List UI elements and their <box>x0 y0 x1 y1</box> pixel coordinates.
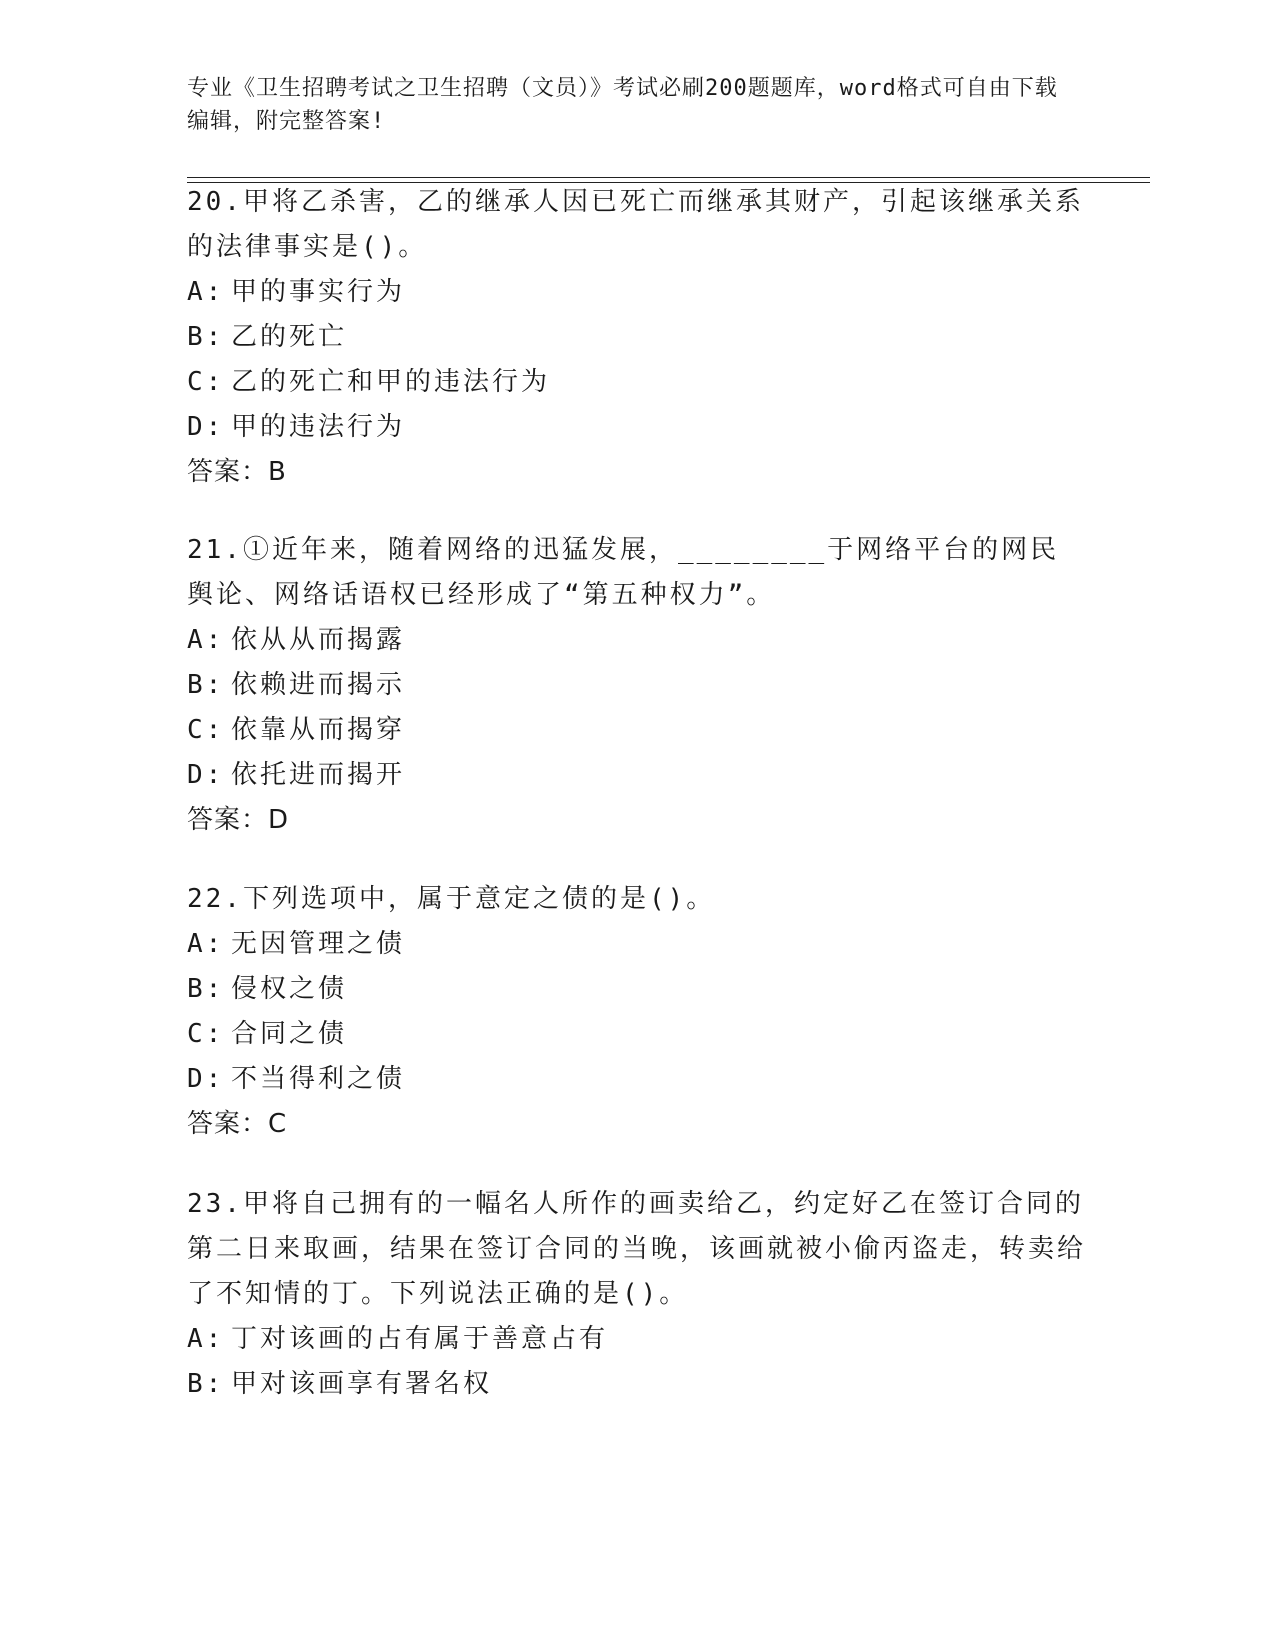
option-key: B: <box>187 670 225 700</box>
option-d <box>187 1057 1087 1102</box>
option-c <box>187 1012 1087 1057</box>
question-20 <box>187 180 1087 495</box>
option-a <box>187 922 1087 967</box>
option-text: 合同之债 <box>231 1019 348 1049</box>
option-text: 依托进而揭开 <box>231 760 406 790</box>
question-stem: 21.①近年来，随着网络的迅猛发展，________于网络平台的网民舆论、网络话语权已经形成了“第五种权力”。 <box>187 535 1060 610</box>
option-text: 乙的死亡和甲的违法行为 <box>231 367 551 397</box>
option-text: 无因管理之债 <box>231 929 406 959</box>
option-key: D: <box>187 412 225 442</box>
option-d <box>187 753 1087 798</box>
option-text: 丁对该画的占有属于善意占有 <box>231 1324 609 1354</box>
option-b <box>187 315 1087 360</box>
option-key: B: <box>187 322 225 352</box>
answer-label: 答案：D <box>187 805 290 835</box>
question-stem: 20.甲将乙杀害，乙的继承人因已死亡而继承其财产，引起该继承关系的法律事实是()。 <box>187 187 1084 262</box>
option-key: C: <box>187 367 225 397</box>
document-header: 专业《卫生招聘考试之卫生招聘（文员）》考试必刷200题题库，word格式可自由下载编辑，附完整答案! <box>187 76 1058 134</box>
answer-label: 答案：C <box>187 1109 288 1139</box>
option-d <box>187 405 1087 450</box>
option-key: D: <box>187 760 225 790</box>
option-b <box>187 1362 1087 1407</box>
option-text: 侵权之债 <box>231 974 348 1004</box>
answer-label: 答案：B <box>187 457 287 487</box>
option-key: C: <box>187 1019 225 1049</box>
option-c <box>187 360 1087 405</box>
option-key: B: <box>187 974 225 1004</box>
option-text: 甲对该画享有署名权 <box>231 1369 493 1399</box>
option-b <box>187 967 1087 1012</box>
question-stem: 23.甲将自己拥有的一幅名人所作的画卖给乙，约定好乙在签订合同的第二日来取画，结果在签订合同的当晚，该画就被小偷丙盗走，转卖给了不知情的丁。下列说法正确的是()。 <box>187 1189 1087 1309</box>
option-a <box>187 618 1087 663</box>
option-text: 不当得利之债 <box>231 1064 406 1094</box>
header-divider-top <box>187 177 1150 178</box>
question-22 <box>187 877 1087 1147</box>
question-21 <box>187 528 1087 843</box>
option-c <box>187 708 1087 753</box>
option-key: D: <box>187 1064 225 1094</box>
option-a <box>187 1317 1087 1362</box>
option-text: 甲的违法行为 <box>231 412 406 442</box>
option-text: 依赖进而揭示 <box>231 670 406 700</box>
option-a <box>187 270 1087 315</box>
option-text: 甲的事实行为 <box>231 277 406 307</box>
option-key: A: <box>187 277 225 307</box>
option-text: 依从从而揭露 <box>231 625 406 655</box>
option-key: C: <box>187 715 225 745</box>
option-key: A: <box>187 1324 225 1354</box>
option-key: A: <box>187 929 225 959</box>
option-text: 乙的死亡 <box>231 322 348 352</box>
option-b <box>187 663 1087 708</box>
question-stem: 22.下列选项中，属于意定之债的是()。 <box>187 884 716 914</box>
question-23 <box>187 1182 1087 1407</box>
option-key: B: <box>187 1369 225 1399</box>
option-key: A: <box>187 625 225 655</box>
option-text: 依靠从而揭穿 <box>231 715 406 745</box>
